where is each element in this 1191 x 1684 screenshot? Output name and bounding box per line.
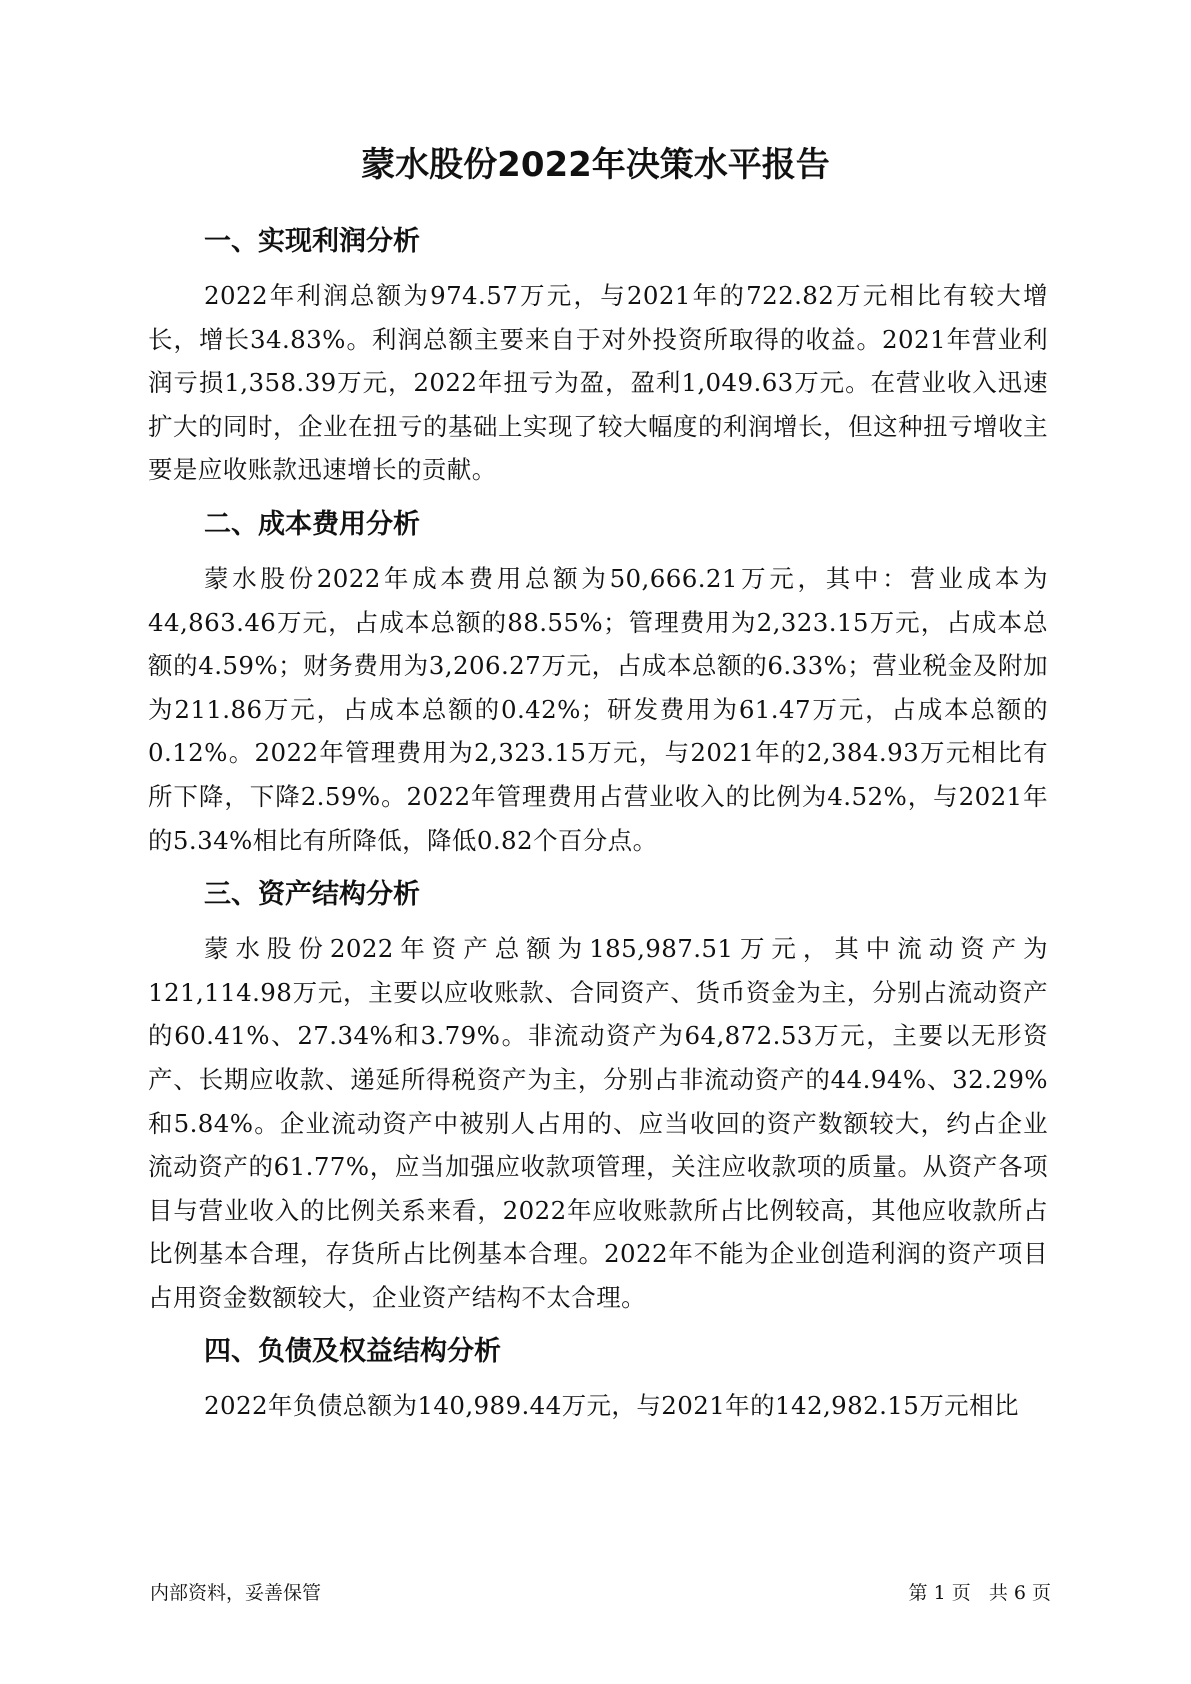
section-heading: 三、资产结构分析 xyxy=(204,879,420,911)
section-profit xyxy=(148,222,1048,492)
section-heading: 二、成本费用分析 xyxy=(204,508,420,540)
section-paragraph: 2022年负债总额为140,989.44万元，与2021年的142,982.15万元相比 xyxy=(204,1391,1019,1421)
section-paragraph: 蒙水股份2022年资产总额为185,987.51万元，其中流动资产为121,114.98万元，主要以应收账款、合同资产、货币资金为主，分别占流动资产的60.41%、27.34%和3.79%。非流动资产为64,872.53万元，主要以无形资产、长期应收款、递延所得税资产为主，分别占非流动资产的44.94%、32.29%和5.84%。企业流动资产中被别人占用的、应当收回的资产数额较大，约占企业流动资产的61.77%，应当加强应收款项管理，关注应收款项的质量。从资产各项目与营业收入的比例关系来看，2022年应收账款所占比例较高，其他应收款所占比例基本合理，存货所占比例基本合理。2022年不能为企业创造利润的资产项目占用资金数额较大，企业资产结构不太合理。 xyxy=(148,934,1048,1312)
section-paragraph: 2022年利润总额为974.57万元，与2021年的722.82万元相比有较大增长，增长34.83%。利润总额主要来自于对外投资所取得的收益。2021年营业利润亏损1,358.39万元，2022年扭亏为盈，盈利1,049.63万元。在营业收入迅速扩大的同时，企业在扭亏的基础上实现了较大幅度的利润增长，但这种扭亏增收主要是应收账款迅速增长的贡献。 xyxy=(148,281,1048,485)
section-paragraph: 蒙水股份2022年成本费用总额为50,666.21万元，其中：营业成本为44,863.46万元，占成本总额的88.55%；管理费用为2,323.15万元，占成本总额的4.59%；财务费用为3,206.27万元，占成本总额的6.33%；营业税金及附加为211.86万元，占成本总额的0.42%；研发费用为61.47万元，占成本总额的0.12%。2022年管理费用为2,323.15万元，与2021年的2,384.93万元相比有所下降，下降2.59%。2022年管理费用占营业收入的比例为4.52%，与2021年的5.34%相比有所降低，降低0.82个百分点。 xyxy=(148,563,1048,855)
footer-confidential-note: 内部资料，妥善保管 xyxy=(150,1582,322,1604)
footer-page-number: 第 1 页 共 6 页 xyxy=(908,1582,1051,1604)
document-title: 蒙水股份2022年决策水平报告 xyxy=(361,145,830,185)
section-heading: 四、负债及权益结构分析 xyxy=(204,1336,501,1368)
section-liabilities xyxy=(148,1332,1048,1428)
document-body xyxy=(148,222,1048,1441)
section-cost xyxy=(148,505,1048,862)
section-heading: 一、实现利润分析 xyxy=(204,226,420,257)
section-assets xyxy=(148,875,1048,1319)
